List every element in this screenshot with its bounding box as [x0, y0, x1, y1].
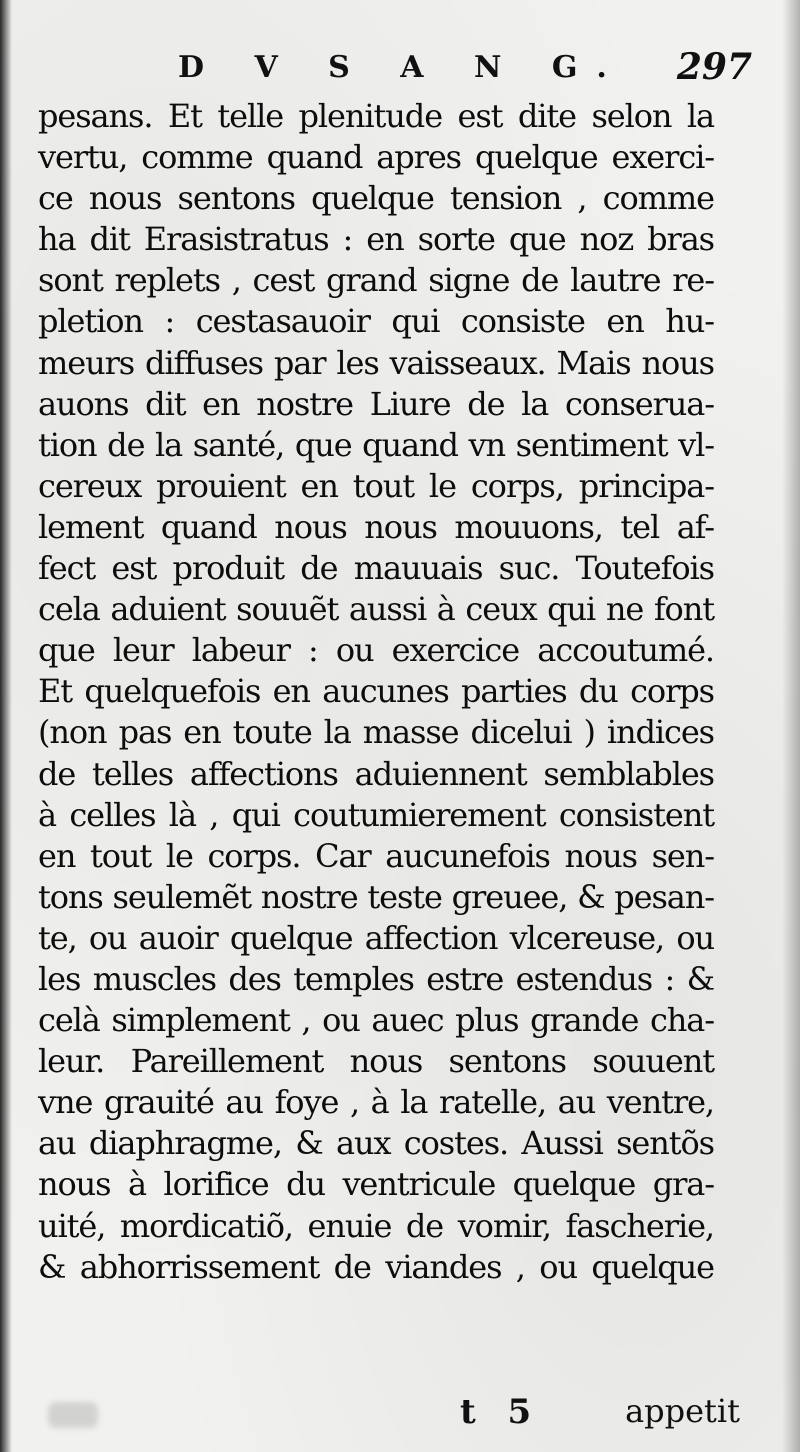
page-shadow-left	[0, 0, 12, 1452]
text-line: te, ou auoir quelque affection vlcereuse, ou	[38, 918, 714, 957]
text-line: meurs diffuses par les vaisseaux. Mais nous	[38, 343, 714, 382]
text-line: celà simplement , ou auec plus grande cha-	[38, 1001, 714, 1040]
text-line: leur. Pareillement nous sentons souuent	[38, 1042, 714, 1081]
page-footer	[38, 1392, 740, 1436]
text-line: vertu, comme quand apres quelque exerci-	[38, 138, 714, 177]
running-title: D V S A N G.	[178, 50, 627, 85]
text-line: tion de la santé, que quand vn sentiment vl-	[38, 425, 714, 464]
text-line: en tout le corps. Car aucunefois nous sen-	[38, 836, 714, 875]
signature-mark: t 5	[460, 1392, 542, 1432]
text-line: fect est produit de mauuais suc. Toutefois	[38, 549, 714, 588]
text-line: pletion : cestasauoir qui consiste en hu-	[38, 302, 714, 341]
text-line: lement quand nous nous mouuons, tel af-	[38, 507, 714, 546]
text-line: nous à lorifice du ventricule quelque gra-	[38, 1165, 714, 1204]
running-head	[40, 44, 752, 94]
text-line: de telles affections aduiennent semblables	[38, 754, 714, 793]
text-line: Et quelquefois en aucunes parties du corps	[38, 672, 714, 711]
text-line: les muscles des temples estre estendus : &	[38, 959, 714, 998]
text-line: & abhorrissement de viandes , ou quelque	[38, 1247, 714, 1286]
text-line: au diaphragme, & aux costes. Aussi sentõs	[38, 1124, 714, 1163]
text-line: cereux prouient en tout le corps, principa-	[38, 466, 714, 505]
text-line: sont replets , cest grand signe de lautre re-	[38, 261, 714, 300]
text-line: (non pas en toute la masse dicelui ) indices	[38, 713, 714, 752]
text-line: tons seulemẽt nostre teste greuee, & pesan-	[38, 877, 714, 916]
text-line: ha dit Erasistratus : en sorte que noz bras	[38, 220, 714, 259]
text-line: uité, mordicatiõ, enuie de vomir, fascherie,	[38, 1206, 714, 1245]
catchword: appetit	[625, 1392, 740, 1430]
text-line: ce nous sentons quelque tension , comme	[38, 179, 714, 218]
text-line: vne grauité au foye , à la ratelle, au ventre,	[38, 1083, 714, 1122]
text-line: pesans. Et telle plenitude est dite selon la	[38, 97, 714, 135]
page-number: 297	[676, 46, 752, 88]
page-shadow-right	[782, 0, 800, 1452]
text-line: auons dit en nostre Liure de la conserua-	[38, 384, 714, 423]
text-line: que leur labeur : ou exercice accoutumé.	[38, 631, 714, 670]
text-line: à celles là , qui coutumierement consistent	[38, 795, 714, 834]
text-line: cela aduient souuẽt aussi à ceux qui ne font	[38, 590, 714, 629]
body-text	[38, 96, 714, 1288]
